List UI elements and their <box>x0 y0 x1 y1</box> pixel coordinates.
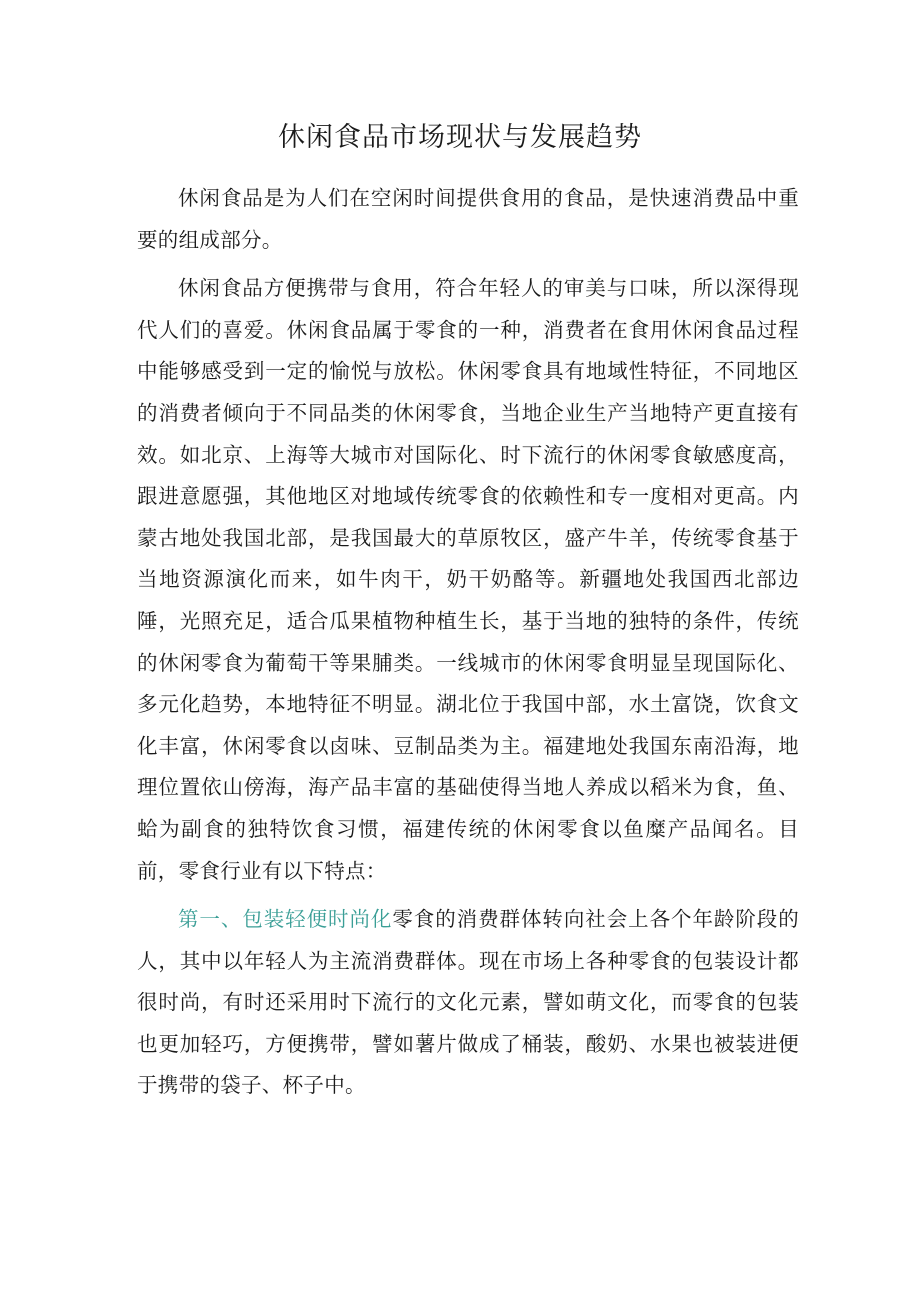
document-title: 休闲食品市场现状与发展趋势 <box>278 122 642 153</box>
paragraph-intro <box>137 178 799 261</box>
paragraph-feature-one <box>137 899 799 1107</box>
paragraph-regional-characteristics <box>137 268 799 892</box>
feature-one-heading: 第一、包装轻便时尚化 <box>178 907 393 932</box>
paragraph-regional-text: 休闲食品方便携带与食用，符合年轻人的审美与口味，所以深得现代人们的喜爱。休闲食品属于零食的一种，消费者在食用休闲食品过程中能够感受到一定的愉悦与放松。休闲零食具有地域性特征，不同地区的消费者倾向于不同品类的休闲零食，当地企业生产当地特产更直接有效。如北京、上海等大城市对国际化、时下流行的休闲零食敏感度高，跟进意愿强，其他地区对地域传统零食的依赖性和专一度相对更高。内蒙古地处我国北部，是我国最大的草原牧区，盛产牛羊，传统零食基于当地资源演化而来，如牛肉干，奶干奶酪等。新疆地处我国西北部边陲，光照充足，适合瓜果植物种植生长，基于当地的独特的条件，传统的休闲零食为葡萄干等果脯类。一线城市的休闲零食明显呈现国际化、多元化趋势，本地特征不明显。湖北位于我国中部，水土富饶，饮食文化丰富，休闲零食以卤味、豆制品类为主。福建地处我国东南沿海，地理位置依山傍海，海产品丰富的基础使得当地人养成以稻米为食，鱼、蛤为副食的独特饮食习惯，福建传统的休闲零食以鱼糜产品闻名。目前，零食行业有以下特点： <box>137 276 799 883</box>
document-body <box>137 178 799 1114</box>
feature-one-text: 零食的消费群体转向社会上各个年龄阶段的人，其中以年轻人为主流消费群体。现在市场上各种零食的包装设计都很时尚，有时还采用时下流行的文化元素，譬如萌文化，而零食的包装也更加轻巧，方便携带，譬如薯片做成了桶装，酸奶、水果也被装进便于携带的袋子、杯子中。 <box>137 907 799 1098</box>
paragraph-intro-text: 休闲食品是为人们在空闲时间提供食用的食品，是快速消费品中重要的组成部分。 <box>137 186 799 252</box>
